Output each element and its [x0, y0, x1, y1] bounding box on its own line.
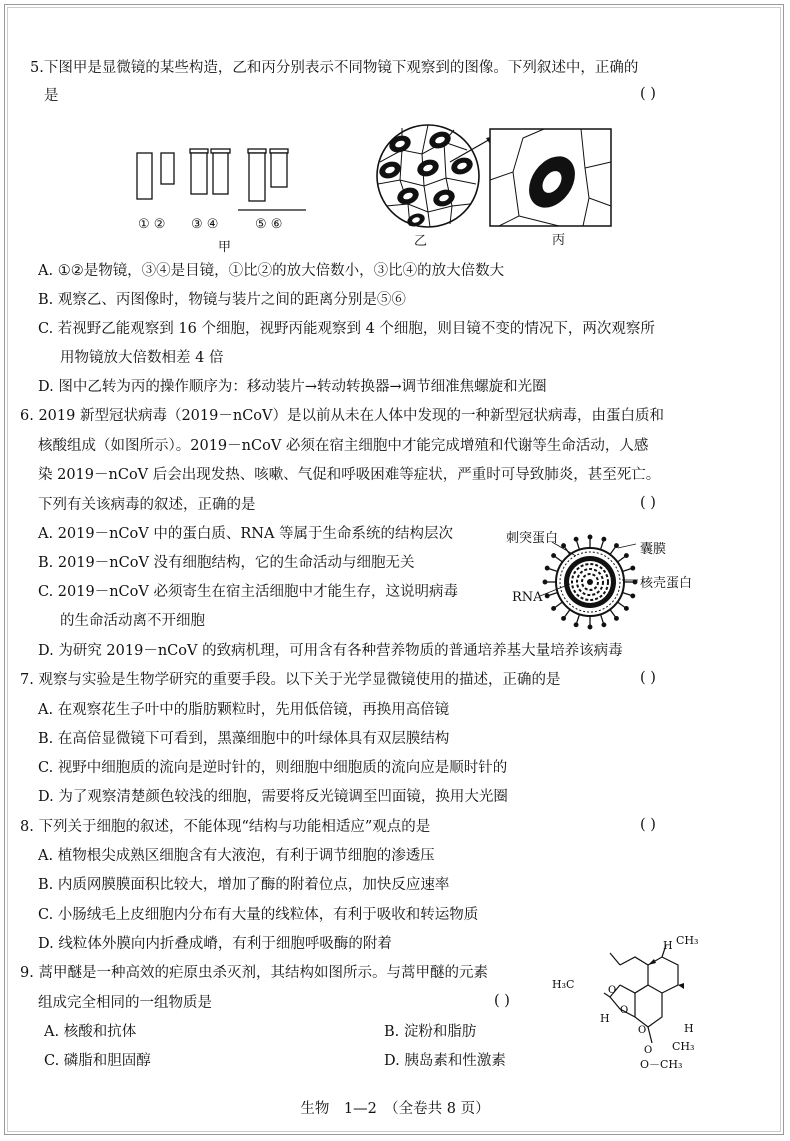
- q8-option-c: C. 小肠绒毛上皮细胞内分布有大量的线粒体，有利于吸收和转运物质: [38, 907, 479, 923]
- virus-label-rna: RNA: [512, 590, 543, 605]
- svg-text:O: O: [620, 1005, 629, 1016]
- q8-stem: 8. 下列关于细胞的叙述，不能体现“结构与功能相适应”观点的是: [20, 819, 431, 835]
- q5-option-c-line2: 用物镜放大倍数相差 4 倍: [60, 350, 224, 366]
- q9-option-c: C. 磷脂和胆固醇: [44, 1053, 151, 1069]
- q9-stem-line1: 9. 蒿甲醚是一种高效的疟原虫杀灭剂，其结构如图所示。与蒿甲醚的元素: [20, 965, 488, 981]
- virus-label-spike-protein: 刺突蛋白: [506, 531, 559, 546]
- artemether-label-ch3-top: CH₃: [676, 934, 699, 947]
- q8-option-d: D. 线粒体外膜向内折叠成嵴，有利于细胞呼吸酶的附着: [38, 936, 392, 952]
- q7-answer-paren: ( ): [640, 670, 656, 686]
- virus-label-capsid-protein: 核壳蛋白: [640, 576, 693, 591]
- artemether-label-h-left: H: [600, 1012, 610, 1025]
- q5-stem-line1: 5.下图甲是显微镜的某些构造，乙和丙分别表示不同物镜下观察到的图像。下列叙述中，正确的: [30, 60, 639, 76]
- q9-option-b: B. 淀粉和脂肪: [384, 1024, 477, 1040]
- fig-label-bing: 丙: [552, 233, 566, 248]
- q7-option-c: C. 视野中细胞质的流向是逆时针的，则细胞中细胞质的流向应是顺时针的: [38, 760, 508, 776]
- q6-stem-line2: 核酸组成（如图所示）。2019－nCoV 必须在宿主细胞中才能完成增殖和代谢等生命活动，人感: [38, 438, 649, 454]
- q5-option-a: A. ①②是物镜，③④是目镜，①比②的放大倍数小，③比④的放大倍数大: [38, 263, 505, 279]
- fig-label-yi: 乙: [414, 234, 428, 249]
- q6-option-b: B. 2019－nCoV 没有细胞结构，它的生命活动与细胞无关: [38, 555, 415, 571]
- artemether-label-h-top: H: [663, 939, 673, 952]
- q9-option-d: D. 胰岛素和性激素: [384, 1053, 506, 1069]
- q5-option-d: D. 图中乙转为丙的操作顺序为：移动装片→转动转换器→调节细准焦螺旋和光圈: [38, 379, 547, 395]
- virus-label-envelope: 囊膜: [640, 542, 667, 557]
- q9-stem-line2: 组成完全相同的一组物质是: [38, 995, 212, 1011]
- q6-option-d: D. 为研究 2019－nCoV 的致病机理，可用含有各种营养物质的普通培养基大量培养该病毒: [38, 643, 623, 659]
- q8-option-b: B. 内质网膜膜面积比较大，增加了酶的附着位点，加快反应速率: [38, 877, 450, 893]
- artemether-label-h3c: H₃C: [552, 978, 575, 991]
- q5-option-c-line1: C. 若视野乙能观察到 16 个细胞，视野丙能观察到 4 个细胞，则目镜不变的情况下，两次观察所: [38, 321, 655, 337]
- svg-text:O: O: [644, 1045, 653, 1056]
- artemether-label-och3: O－CH₃: [640, 1058, 683, 1071]
- q7-stem: 7. 观察与实验是生物学研究的重要手段。以下关于光学显微镜使用的描述，正确的是: [20, 672, 561, 688]
- q7-option-d: D. 为了观察清楚颜色较浅的细胞，需要将反光镜调至凹面镜，换用大光圈: [38, 789, 508, 805]
- q8-option-a: A. 植物根尖成熟区细胞含有大液泡，有利于调节细胞的渗透压: [38, 848, 435, 864]
- q6-stem-line1: 6. 2019 新型冠状病毒（2019－nCoV）是以前从未在人体中发现的一种新型冠状病毒，由蛋白质和: [20, 408, 664, 424]
- high-power-view-figure: [489, 128, 612, 228]
- fig-label-5-6: ⑤ ⑥: [255, 217, 283, 232]
- q8-answer-paren: ( ): [640, 817, 656, 833]
- q9-option-a: A. 核酸和抗体: [44, 1024, 137, 1040]
- q6-option-c-line1: C. 2019－nCoV 必须寄生在宿主活细胞中才能生存，这说明病毒: [38, 584, 458, 600]
- fig-label-3-4: ③ ④: [191, 217, 219, 232]
- svg-text:O: O: [638, 1025, 647, 1036]
- q6-option-a: A. 2019－nCoV 中的蛋白质、RNA 等属于生命系统的结构层次: [38, 526, 454, 542]
- q6-stem-line4: 下列有关该病毒的叙述，正确的是: [38, 497, 256, 513]
- q7-option-b: B. 在高倍显微镜下可看到，黑藻细胞中的叶绿体具有双层膜结构: [38, 731, 450, 747]
- q7-option-a: A. 在观察花生子叶中的脂肪颗粒时，先用低倍镜，再换用高倍镜: [38, 702, 450, 718]
- q5-option-b: B. 观察乙、丙图像时，物镜与装片之间的距离分别是⑤⑥: [38, 292, 406, 308]
- q9-answer-paren: ( ): [494, 993, 510, 1009]
- fig-label-1-2: ① ②: [138, 217, 166, 232]
- q6-answer-paren: ( ): [640, 495, 656, 511]
- fig-label-jia: 甲: [218, 240, 232, 255]
- q5-answer-paren: ( ): [640, 86, 656, 102]
- q5-stem-line2: 是: [44, 88, 59, 104]
- q6-stem-line3: 染 2019－nCoV 后会出现发热、咳嗽、气促和呼吸困难等症状，严重时可导致肺炎，甚至死亡。: [38, 467, 661, 483]
- artemether-label-h-right: H: [684, 1022, 694, 1035]
- page-footer: 生物 1—2 （全卷共 8 页）: [300, 1101, 490, 1117]
- artemether-label-ch3-right: CH₃: [672, 1040, 695, 1053]
- svg-text:O: O: [608, 985, 617, 996]
- q6-option-c-line2: 的生命活动离不开细胞: [60, 613, 205, 629]
